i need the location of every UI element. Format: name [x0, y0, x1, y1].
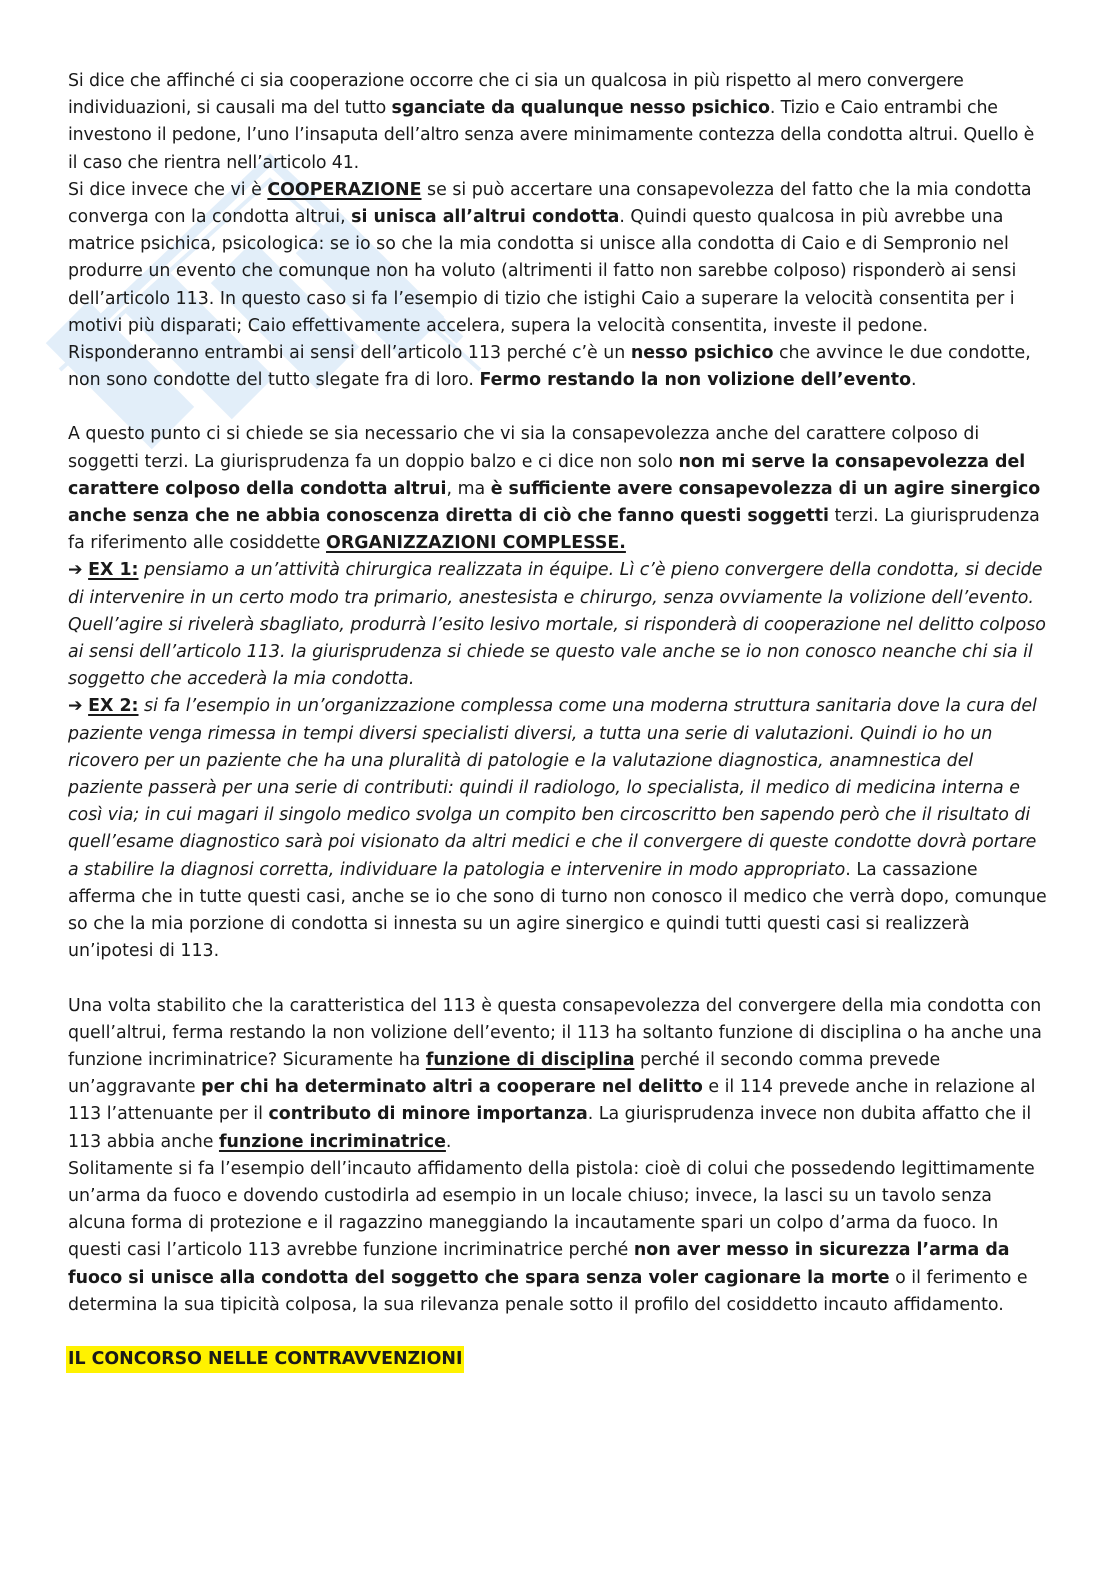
paragraph-consapevolezza: A questo punto ci si chiede se sia necessario che vi sia la consapevolezza anche del carattere colposo di soggetti terzi. La giurisprudenza fa un doppio balzo e ci dice non solo non mi serve la consapevolezza del carattere colposo della condotta altrui, ma è sufficiente avere consapevolezza di un agire sinergico anche senza che ne abbia conoscenza diretta di ciò che fanno questi soggetti terzi. La giurisprudenza fa riferimento alle cosiddette ORGANIZZAZIONI COMPLESSE.: [68, 424, 1041, 554]
arrow-right-icon: ➔: [68, 696, 83, 717]
example-1-label: EX 1:: [88, 560, 139, 581]
paragraph-cooperation-definition: Si dice invece che vi è COOPERAZIONE se si può accertare una consapevolezza del fatto che la mia condotta converga con la condotta altrui, si unisca all’altrui condotta. Quindi questo qualcosa in più avrebbe una matrice psichica, psicologica: se io so che la mia condotta si unisce alla condotta di Caio e di Sempronio nel produrre un evento che comunque non ha voluto (altrimenti il fatto non sarebbe colposo) risponderò ai sensi dell’articolo 113. In questo caso si fa l’esempio di tizio che istighi Caio a superare la velocità consentita per i motivi più disparati; Caio effettivamente accelera, supera la velocità consentita, investe il pedone. Risponderanno entrambi ai sensi dell’articolo 113 perché c’è un nesso psichico che avvince le due condotte, non sono condotte del tutto slegate fra di loro. Fermo restando la non volizione dell’evento.: [68, 179, 1032, 391]
paragraph-cooperation-intro: Si dice che affinché ci sia cooperazione occorre che ci sia un qualcosa in più rispetto al mero convergere individuazioni, si causali ma del tutto sganciate da qualunque nesso psichico. Tizio e Caio entrambi che investono il pedone, l’uno l’insaputa dell’altro senza avere minimamente contezza della condotta altrui. Quello è il caso che rientra nell’articolo 41.: [68, 71, 1035, 173]
example-2-label: EX 2:: [88, 696, 139, 717]
document-body: [68, 68, 1048, 1373]
paragraph-incauto-affidamento: Solitamente si fa l’esempio dell’incauto affidamento della pistola: cioè di colui che possedendo legittimamente un’arma da fuoco e dovendo custodirla ad esempio in un locale chiuso; invece, la lasci su un tavolo senza alcuna forma di protezione e il ragazzino maneggiando la incautamente spari un colpo d’arma da fuoco. In questi casi l’articolo 113 avrebbe funzione incriminatrice perché non aver messo in sicurezza l’arma da fuoco si unisce alla condotta del soggetto che spara senza voler cagionare la morte o il ferimento e determina la sua tipicità colposa, la sua rilevanza penale sotto il profilo del cosiddetto incauto affidamento.: [68, 1158, 1035, 1315]
example-2: ➔ EX 2: si fa l’esempio in un’organizzazione complessa come una moderna struttura sanitaria dove la cura del paziente venga rimessa in tempi diversi specialisti diversi, a tutta una serie di valutazioni. Quindi io ho un ricovero per un paziente che ha una pluralità di patologie e la valutazione diagnostica, anamnestica del paziente passerà per una serie di contributi: quindi il radiologo, lo specialista, il medico di medicina interna e così via; in cui magari il singolo medico svolga un compito ben circoscritto ben sapendo però che il risultato di quell’esame diagnostico sarà poi visionato da altri medici e che il convergere di queste condotte dovrà portare a stabilire la diagnosi corretta, individuare la patologia e intervenire in modo appropriato. La cassazione afferma che in tutte questi casi, anche se io che sono di turno non conosco il medico che verrà dopo, comunque so che la mia porzione di condotta si innesta su un agire sinergico e quindi tutti questi casi si realizzerà un’ipotesi di 113.: [68, 696, 1047, 962]
paragraph-spacer: [68, 394, 1048, 421]
arrow-right-icon: ➔: [68, 560, 83, 581]
heading-contravvenzioni: IL CONCORSO NELLE CONTRAVVENZIONI: [66, 1346, 464, 1373]
section-heading: [68, 1346, 1048, 1373]
paragraph-funzione: Una volta stabilito che la caratteristica del 113 è questa consapevolezza del convergere della mia condotta con quell’altrui, ferma restando la non volizione dell’evento; il 113 ha soltanto funzione di disciplina o ha anche una funzione incriminatrice? Sicuramente ha funzione di disciplina perché il secondo comma prevede un’aggravante per chi ha determinato altri a cooperare nel delitto e il 114 prevede anche in relazione al 113 l’attenuante per il contributo di minore importanza. La giurisprudenza invece non dubita affatto che il 113 abbia anche funzione incriminatrice.: [68, 995, 1042, 1152]
organizzazioni-complesse-term: ORGANIZZAZIONI COMPLESSE.: [326, 533, 626, 554]
funzione-disciplina-term: funzione di disciplina: [425, 1049, 635, 1070]
paragraph-spacer: [68, 1319, 1048, 1346]
funzione-incriminatrice-term: funzione incriminatrice: [218, 1131, 446, 1152]
example-1: ➔ EX 1: pensiamo a un’attività chirurgica realizzata in équipe. Lì c’è pieno convergere della condotta, si decide di intervenire in un certo modo tra primario, anestesista e chirurgo, senza ovviamente la volizione dell’evento. Quell’agire si rivelerà sbagliato, produrrà l’esito lesivo mortale, si risponderà di cooperazione nel delitto colposo ai sensi dell’articolo 113. la giurisprudenza si chiede se questo vale anche se io non conosco neanche chi sia il soggetto che accederà la mia condotta.: [68, 560, 1046, 690]
paragraph-spacer: [68, 966, 1048, 993]
cooperazione-term: COOPERAZIONE: [267, 179, 422, 200]
